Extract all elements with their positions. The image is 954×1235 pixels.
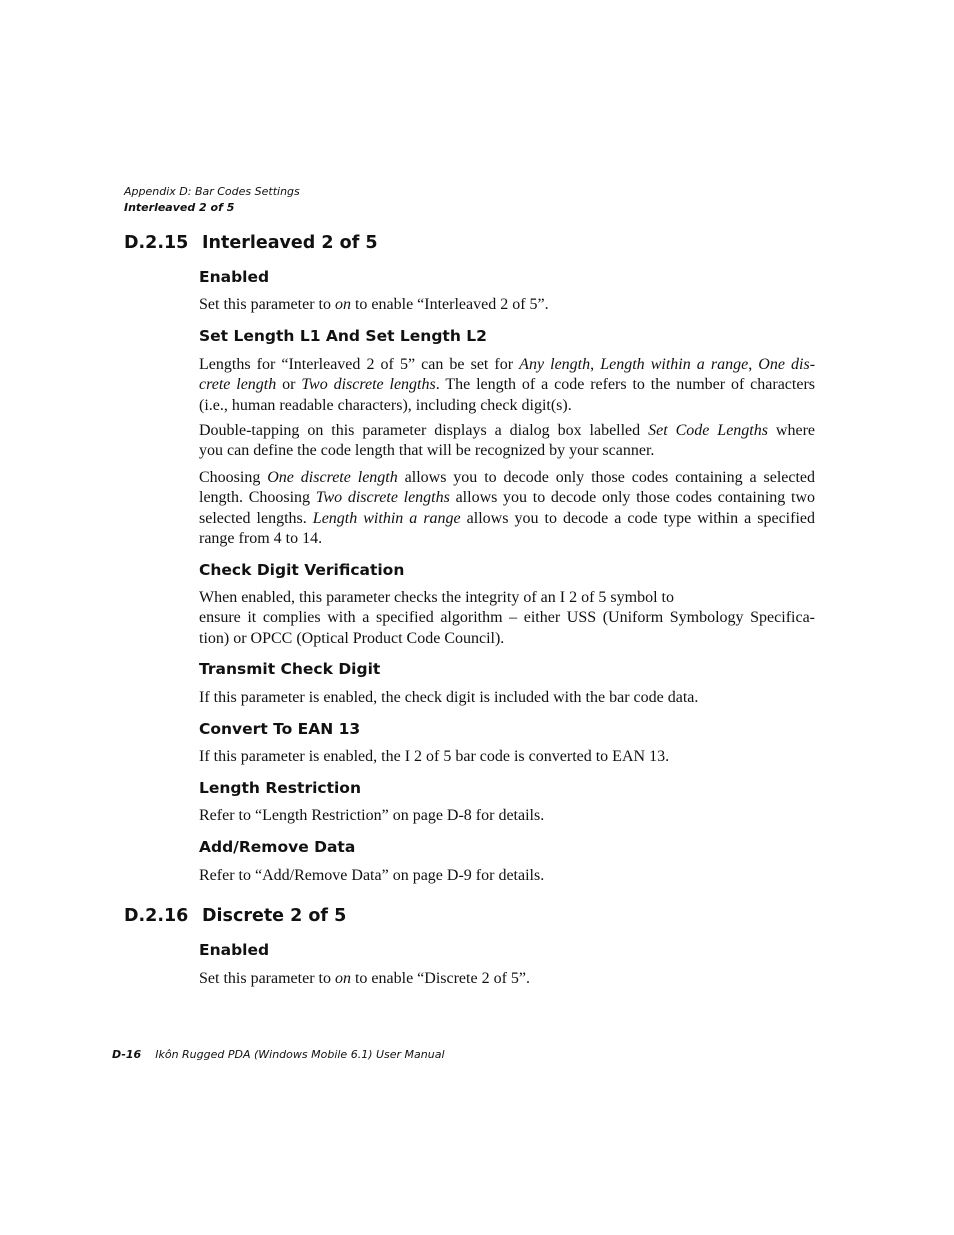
paragraph-convert-ean13: If this parameter is enabled, the I 2 of 5 bar code is converted to EAN 13. — [199, 748, 670, 765]
paragraph-check-digit-verification: When enabled, this parameter checks the integrity of an I 2 of 5 symbol to ensure it complies with a specified algorithm – either USS (Uniform Symbology Specifica- tion) or OPCC (Optical Product Code Council). — [199, 589, 815, 647]
subheading-check-digit-verification: Check Digit Verification — [199, 561, 405, 579]
subheading-transmit-check-digit: Transmit Check Digit — [199, 660, 381, 678]
paragraph-transmit-check-digit: If this parameter is enabled, the check digit is included with the bar code data. — [199, 689, 699, 706]
section-title: Discrete 2 of 5 — [202, 906, 347, 926]
subheading-add-remove-data: Add/Remove Data — [199, 838, 356, 856]
paragraph-set-length-1: Lengths for “Interleaved 2 of 5” can be set for Any length, Length within a range, One dis- crete length or Two discrete lengths. The length of a code refers to the number of characters (i.e., human readable characters), including check digit(s). — [199, 356, 816, 414]
subheading-enabled-discrete: Enabled — [199, 941, 270, 959]
section-heading-discrete — [124, 906, 346, 926]
subheading-length-restriction: Length Restriction — [199, 779, 361, 797]
section-number: D.2.15 — [124, 233, 189, 253]
page-number: D-16 — [112, 1048, 142, 1061]
paragraph-enabled: Set this parameter to on to enable “Interleaved 2 of 5”. — [199, 296, 549, 313]
subheading-set-length: Set Length L1 And Set Length L2 — [199, 327, 487, 345]
paragraph-set-length-2: Double-tapping on this parameter displays a dialog box labelled Set Code Lengths where you can define the code length that will be recognized by your scanner. — [199, 422, 816, 460]
paragraph-length-restriction: Refer to “Length Restriction” on page D-8 for details. — [199, 807, 545, 824]
paragraph-enabled-discrete: Set this parameter to on to enable “Discrete 2 of 5”. — [199, 970, 530, 987]
section-title: Interleaved 2 of 5 — [202, 233, 378, 253]
subheading-enabled: Enabled — [199, 268, 270, 286]
paragraph-set-length-3: Choosing One discrete length allows you to decode only those codes containing a selected length. Choosing Two discrete lengths allows you to decode only those codes containing two selected lengths. Length within a range allows you to decode a code type within a specified range from 4 to 14. — [199, 469, 816, 548]
paragraph-add-remove-data: Refer to “Add/Remove Data” on page D-9 for details. — [199, 867, 545, 884]
manual-title: Ikôn Rugged PDA (Windows Mobile 6.1) User Manual — [155, 1048, 445, 1061]
section-number: D.2.16 — [124, 906, 189, 926]
subheading-convert-ean13: Convert To EAN 13 — [199, 720, 361, 738]
page-footer — [112, 1048, 445, 1061]
running-head-chapter: Appendix D: Bar Codes Settings — [124, 185, 300, 198]
running-head-section: Interleaved 2 of 5 — [124, 201, 235, 214]
section-heading-interleaved — [124, 233, 378, 253]
